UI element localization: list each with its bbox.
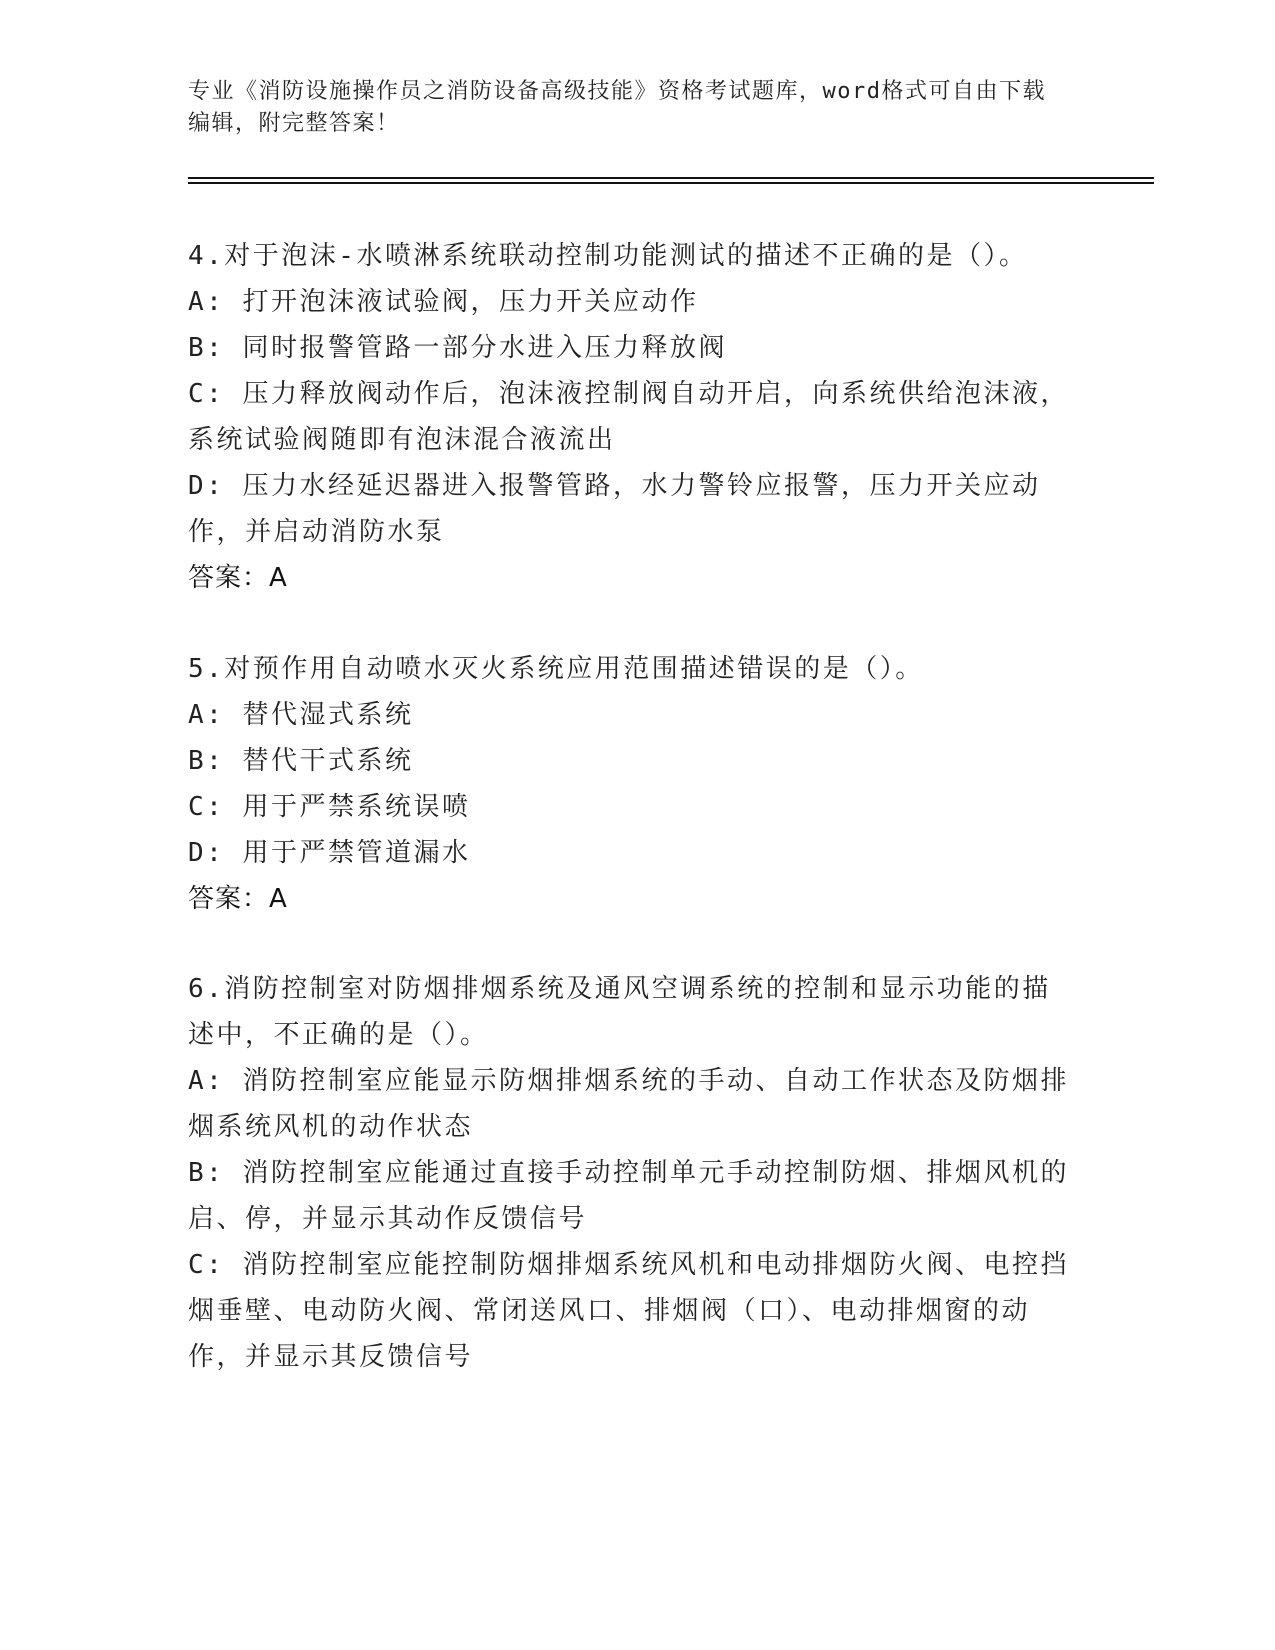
option-b: B: 同时报警管路一部分水进入压力释放阀 — [188, 333, 727, 363]
option-a: A: 打开泡沫液试验阀，压力开关应动作 — [188, 287, 699, 317]
header-rule-top — [188, 177, 1154, 179]
option-b: B: 消防控制室应能通过直接手动控制单元手动控制防烟、排烟风机的启、停，并显示其动作反馈信号 — [188, 1158, 1069, 1234]
answer: 答案：A — [188, 884, 288, 914]
answer: 答案：A — [188, 563, 288, 593]
question-6 — [188, 966, 1078, 1380]
question-stem: 5.对预作用自动喷水灭火系统应用范围描述错误的是（）。 — [188, 654, 924, 684]
option-d: D: 用于严禁管道漏水 — [188, 838, 471, 868]
question-stem: 4.对于泡沫-水喷淋系统联动控制功能测试的描述不正确的是（）。 — [188, 241, 1028, 271]
header-rule-bottom — [188, 182, 1154, 184]
option-d: D: 压力水经延迟器进入报警管路，水力警铃应报警，压力开关应动作，并启动消防水泵 — [188, 471, 1041, 547]
question-5 — [188, 646, 1078, 922]
question-stem: 6.消防控制室对防烟排烟系统及通风空调系统的控制和显示功能的描述中，不正确的是（）。 — [188, 974, 1051, 1050]
question-4 — [188, 233, 1078, 601]
option-b: B: 替代干式系统 — [188, 746, 414, 776]
option-c: C: 用于严禁系统误喷 — [188, 792, 471, 822]
option-c: C: 消防控制室应能控制防烟排烟系统风机和电动排烟防火阀、电控挡烟垂壁、电动防火阀、常闭送风口、排烟阀（口）、电动排烟窗的动作，并显示其反馈信号 — [188, 1250, 1069, 1372]
document-header: 专业《消防设施操作员之消防设备高级技能》资格考试题库，word格式可自由下载编辑，附完整答案！ — [188, 79, 1046, 136]
option-a: A: 消防控制室应能显示防烟排烟系统的手动、自动工作状态及防烟排烟系统风机的动作状态 — [188, 1066, 1069, 1142]
option-a: A: 替代湿式系统 — [188, 700, 414, 730]
option-c: C: 压力释放阀动作后，泡沫液控制阀自动开启，向系统供给泡沫液，系统试验阀随即有泡沫混合液流出 — [188, 379, 1069, 455]
